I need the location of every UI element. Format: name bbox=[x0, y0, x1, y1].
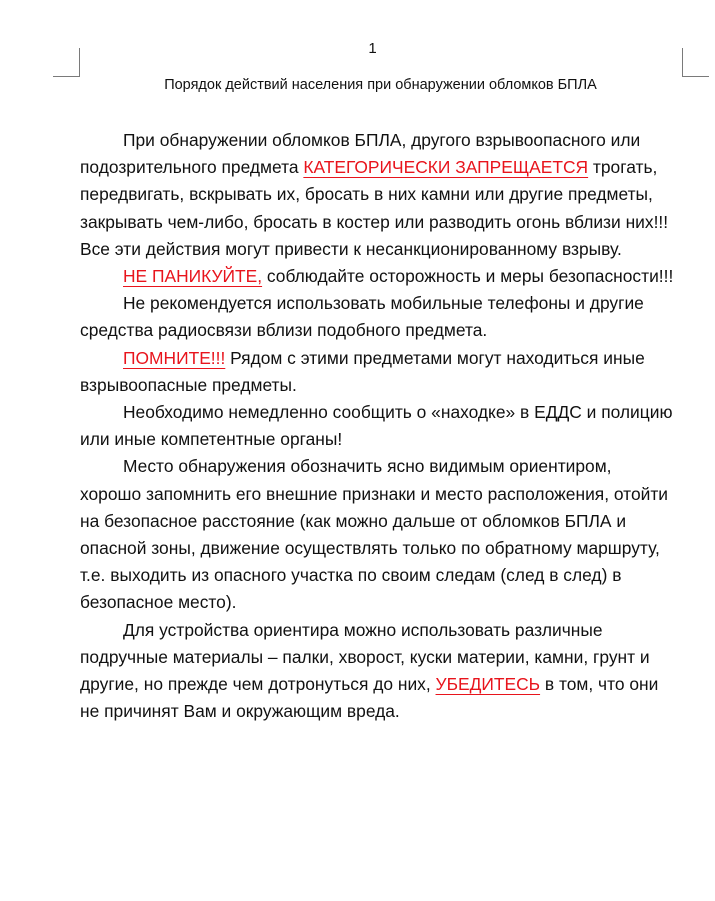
paragraph-text: При обнаружении обломков БПЛА, другого взрывоопасного или подозрительного предмета bbox=[80, 130, 641, 178]
paragraph-radio bbox=[80, 290, 676, 344]
warning-prohibited: КАТЕГОРИЧЕСКИ ЗАПРЕЩАЕТСЯ bbox=[303, 157, 589, 178]
paragraph-report bbox=[80, 399, 676, 453]
paragraph-no-panic bbox=[80, 263, 676, 290]
paragraph-text: в том, что они не причинят Вам и окружающим вреда. bbox=[80, 674, 659, 722]
page-number: 1 bbox=[368, 40, 377, 57]
paragraph-text: соблюдайте осторожность и меры безопасности!!! bbox=[262, 266, 674, 287]
paragraph-prohibition bbox=[80, 127, 676, 263]
paragraph-text: Место обнаружения обозначить ясно видимым ориентиром, хорошо запомнить его внешние признаки и место расположения, отойти на безопасное расстояние (как можно дальше от обломков БПЛА и опасной зоны, движение осуществлять только по обратному маршруту, т.е. выходить из опасного участка по своим следам (след в след) в безопасное место). bbox=[80, 456, 669, 613]
paragraph-text: Для устройства ориентира можно использовать различные подручные материалы – палки, хворост, куски материи, камни, грунт и другие, но прежде чем дотронуться до них, bbox=[80, 619, 650, 695]
warning-make-sure: УБЕДИТЕСЬ bbox=[435, 674, 541, 695]
paragraph-text: Рядом с этими предметами могут находиться иные взрывоопасные предметы. bbox=[80, 347, 645, 395]
paragraph-landmark bbox=[80, 617, 676, 726]
paragraph-text: Не рекомендуется использовать мобильные телефоны и другие средства радиосвязи вблизи подобного предмета. bbox=[80, 293, 644, 341]
paragraph-marking bbox=[80, 453, 676, 616]
document-title: Порядок действий населения при обнаружении обломков БПЛА bbox=[164, 77, 597, 93]
document-body bbox=[80, 127, 676, 725]
corner-mark-right bbox=[682, 48, 709, 77]
paragraph-remember bbox=[80, 345, 676, 399]
warning-no-panic: НЕ ПАНИКУЙТЕ, bbox=[123, 266, 263, 287]
paragraph-text: трогать, передвигать, вскрывать их, бросать в них камни или другие предметы, закрывать чем-либо, бросать в костер или разводить огонь вблизи них!!! Все эти действия могут привести к несанкционированному взрыву. bbox=[80, 157, 669, 259]
warning-remember: ПОМНИТЕ!!! bbox=[123, 347, 226, 368]
paragraph-text: Необходимо немедленно сообщить о «находке» в ЕДДС и полицию или иные компетентные органы! bbox=[80, 402, 673, 450]
corner-mark-left bbox=[53, 48, 80, 77]
